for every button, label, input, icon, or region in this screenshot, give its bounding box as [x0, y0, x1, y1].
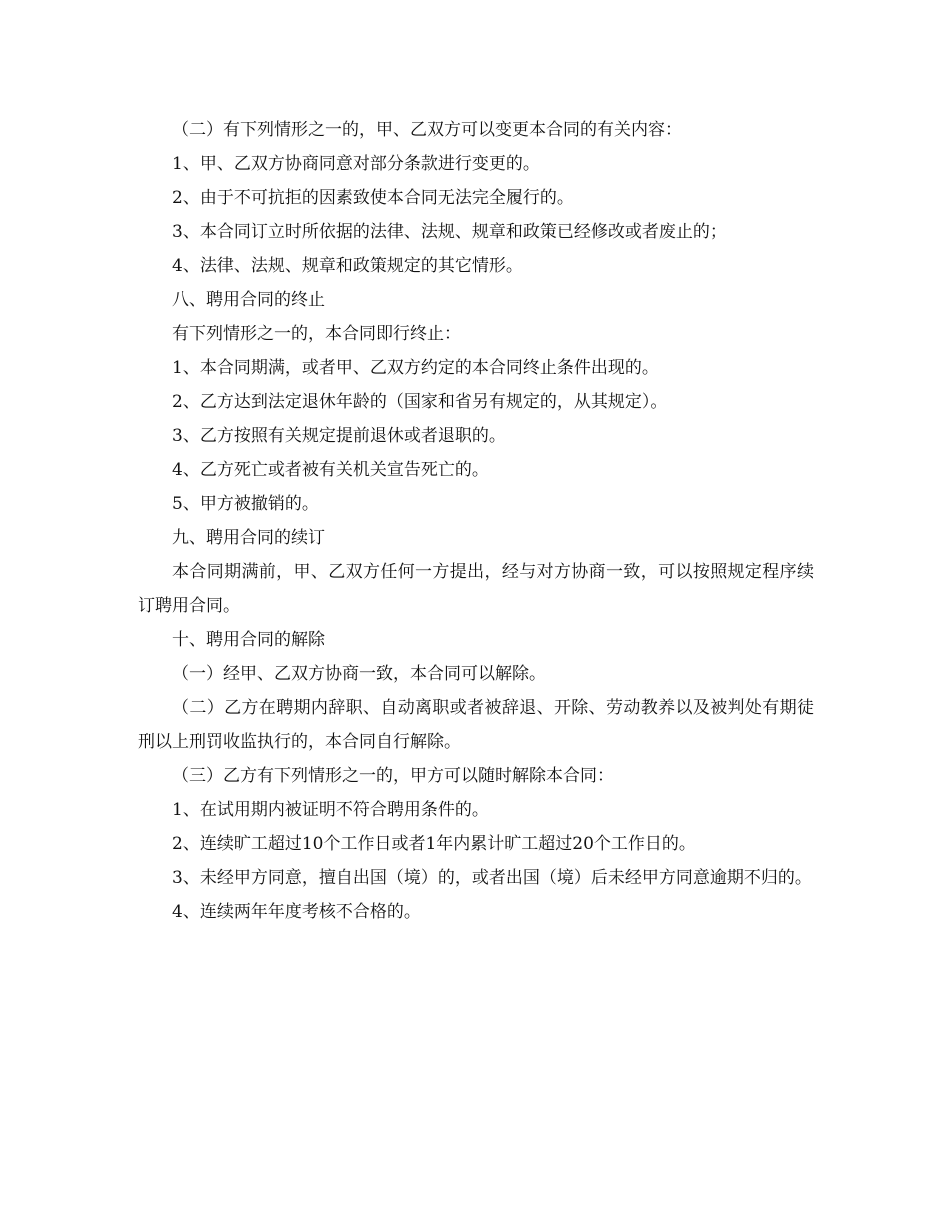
section-10-heading: 十、聘用合同的解除: [172, 630, 325, 650]
section-10-item-1: 1、在试用期内被证明不符合聘用条件的。: [172, 800, 489, 820]
clause-2-item-2: 2、由于不可抗拒的因素致使本合同无法完全履行的。: [172, 188, 574, 208]
clause-2-item-1: 1、甲、乙双方协商同意对部分条款进行变更的。: [172, 154, 540, 174]
section-10-item-4: 4、连续两年年度考核不合格的。: [172, 902, 421, 922]
section-10-clause-1: （一）经甲、乙双方协商一致，本合同可以解除。: [172, 664, 546, 684]
section-10-clause-2: （二）乙方在聘期内辞职、自动离职或者被辞退、开除、劳动教养以及被判处有期徒刑以上刑罚收监执行的，本合同自行解除。: [138, 698, 814, 752]
section-8-intro: 有下列情形之一的，本合同即行终止：: [172, 324, 461, 344]
section-9-heading: 九、聘用合同的续订: [172, 528, 325, 548]
section-10-item-3: 3、未经甲方同意，擅自出国（境）的，或者出国（境）后未经甲方同意逾期不归的。: [172, 868, 812, 888]
section-8-heading: 八、聘用合同的终止: [172, 290, 325, 310]
clause-2-item-4: 4、法律、法规、规章和政策规定的其它情形。: [172, 256, 523, 276]
clause-2-item-3: 3、本合同订立时所依据的法律、法规、规章和政策已经修改或者废止的；: [172, 222, 727, 242]
section-8-item-5: 5、甲方被撤销的。: [172, 494, 319, 514]
clause-2-heading: （二）有下列情形之一的，甲、乙双方可以变更本合同的有关内容：: [172, 120, 682, 140]
section-10-clause-3: （三）乙方有下列情形之一的，甲方可以随时解除本合同：: [172, 766, 614, 786]
section-8-item-2: 2、乙方达到法定退休年龄的（国家和省另有规定的，从其规定）。: [172, 392, 668, 412]
section-8-item-3: 3、乙方按照有关规定提前退休或者退职的。: [172, 426, 506, 446]
section-10-item-2: 2、连续旷工超过10个工作日或者1年内累计旷工超过20个工作日的。: [172, 834, 696, 854]
section-8-item-4: 4、乙方死亡或者被有关机关宣告死亡的。: [172, 460, 489, 480]
section-9-body: 本合同期满前，甲、乙双方任何一方提出，经与对方协商一致，可以按照规定程序续订聘用合同。: [138, 562, 814, 616]
section-8-item-1: 1、本合同期满，或者甲、乙双方约定的本合同终止条件出现的。: [172, 358, 659, 378]
document-body: [138, 113, 814, 929]
